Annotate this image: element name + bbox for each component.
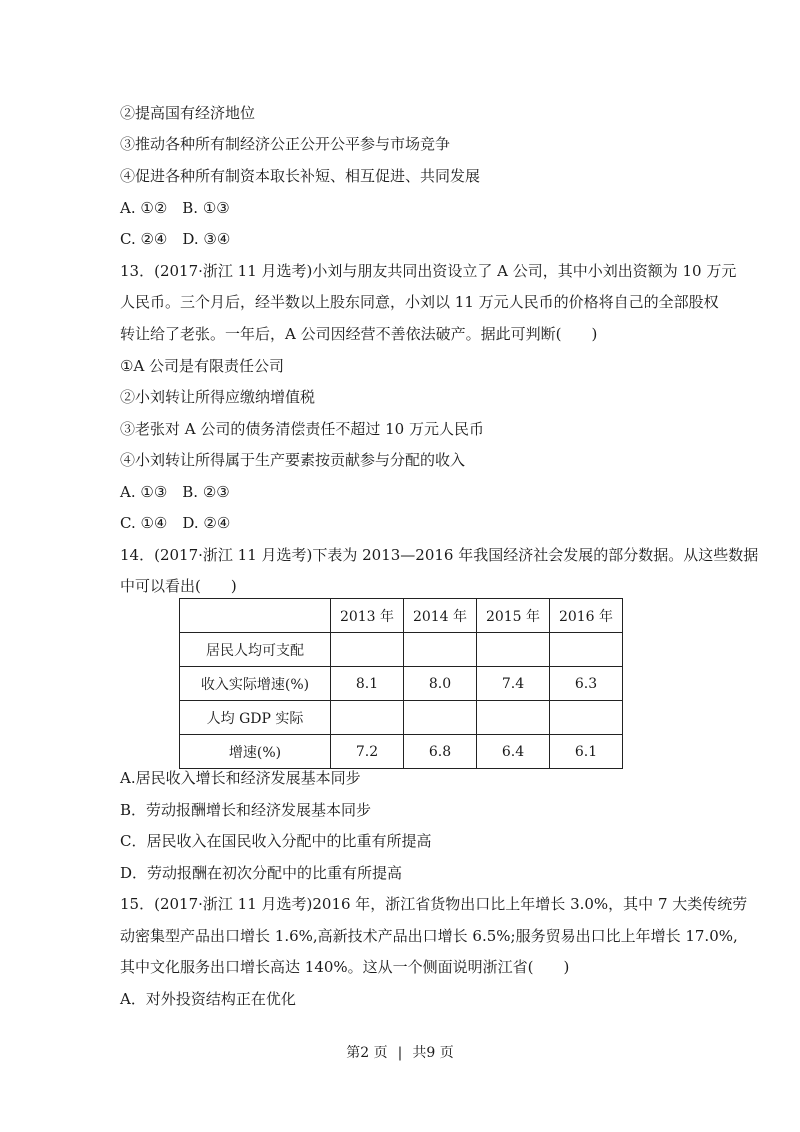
table-cell (404, 701, 477, 735)
table-cell (331, 701, 404, 735)
question-13-stem-line-1: 13．(2017·浙江 11 月选考)小刘与朋友共同出资设立了 A 公司，其中小刘出资额为 10 万元 (120, 262, 737, 280)
table-cell: 8.0 (404, 667, 477, 701)
question-15-stem-line-1: 15．(2017·浙江 11 月选考)2016 年，浙江省货物出口比上年增长 3.0%，其中 7 大类传统劳 (120, 895, 748, 913)
year-header: 2015 年 (477, 599, 550, 633)
q13-statement-2: ②小刘转让所得应缴纳增值税 (120, 388, 316, 406)
table-cell: 6.8 (404, 735, 477, 769)
q13-statement-4: ④小刘转让所得属于生产要素按贡献参与分配的收入 (120, 451, 466, 469)
table-cell: 7.2 (331, 735, 404, 769)
q13-answer-choices-ab: A. ①③ B. ②③ (120, 483, 230, 501)
table-row (180, 633, 623, 667)
row-label: 居民人均可支配 (180, 633, 331, 667)
table-cell (477, 701, 550, 735)
option-line-2: ②提高国有经济地位 (120, 104, 256, 122)
table-cell: 6.3 (550, 667, 623, 701)
q13-statement-3: ③老张对 A 公司的债务清偿责任不超过 10 万元人民币 (120, 420, 484, 438)
q14-choice-d: D．劳动报酬在初次分配中的比重有所提高 (120, 864, 403, 882)
table-cell (331, 633, 404, 667)
footer-separator: | (397, 1045, 403, 1061)
table-header-row (180, 599, 623, 633)
question-13-stem-line-2: 人民币。三个月后，经半数以上股东同意，小刘以 11 万元人民币的价格将自己的全部股权 (120, 293, 719, 311)
q14-choice-c: C．居民收入在国民收入分配中的比重有所提高 (120, 832, 432, 850)
table-cell: 7.4 (477, 667, 550, 701)
question-15-stem-line-3: 其中文化服务出口增长高达 140%。这从一个侧面说明浙江省( ) (120, 958, 570, 976)
q14-choice-a: A.居民收入增长和经济发展基本同步 (120, 769, 361, 787)
row-label: 人均 GDP 实际 (180, 701, 331, 735)
q14-choice-b: B．劳动报酬增长和经济发展基本同步 (120, 801, 372, 819)
year-header: 2016 年 (550, 599, 623, 633)
table-row (180, 701, 623, 735)
table-cell: 6.4 (477, 735, 550, 769)
table-row (180, 667, 623, 701)
answer-choices-cd: C. ②④ D. ③④ (120, 230, 231, 248)
row-label: 收入实际增速(%) (180, 667, 331, 701)
table-cell (550, 633, 623, 667)
table-corner-cell (180, 599, 331, 633)
q13-statement-1: ①A 公司是有限责任公司 (120, 357, 285, 375)
table-cell: 6.1 (550, 735, 623, 769)
option-line-3: ③推动各种所有制经济公正公开公平参与市场竞争 (120, 135, 451, 153)
question-15-stem-line-2: 动密集型产品出口增长 1.6%,高新技术产品出口增长 6.5%;服务贸易出口比上年增长 17.0%, (120, 927, 738, 945)
table-cell (404, 633, 477, 667)
year-header: 2014 年 (404, 599, 477, 633)
economic-data-table (179, 598, 623, 769)
table-cell (477, 633, 550, 667)
page-number: 第2 页 (346, 1045, 388, 1061)
question-14-stem-line-2: 中可以看出( ) (120, 577, 237, 595)
q13-answer-choices-cd: C. ①④ D. ②④ (120, 514, 231, 532)
table-cell: 8.1 (331, 667, 404, 701)
answer-choices-ab: A. ①② B. ①③ (120, 199, 230, 217)
year-header: 2013 年 (331, 599, 404, 633)
table-row (180, 735, 623, 769)
page-footer (0, 1043, 800, 1063)
page-total: 共9 页 (412, 1045, 454, 1061)
option-line-4: ④促进各种所有制资本取长补短、相互促进、共同发展 (120, 167, 481, 185)
row-label: 增速(%) (180, 735, 331, 769)
question-13-stem-line-3: 转让给了老张。一年后，A 公司因经营不善依法破产。据此可判断( ) (120, 325, 598, 343)
question-14-stem-line-1: 14．(2017·浙江 11 月选考)下表为 2013—2016 年我国经济社会发展的部分数据。从这些数据 (120, 546, 759, 564)
q15-choice-a: A．对外投资结构正在优化 (120, 990, 296, 1008)
table-cell (550, 701, 623, 735)
